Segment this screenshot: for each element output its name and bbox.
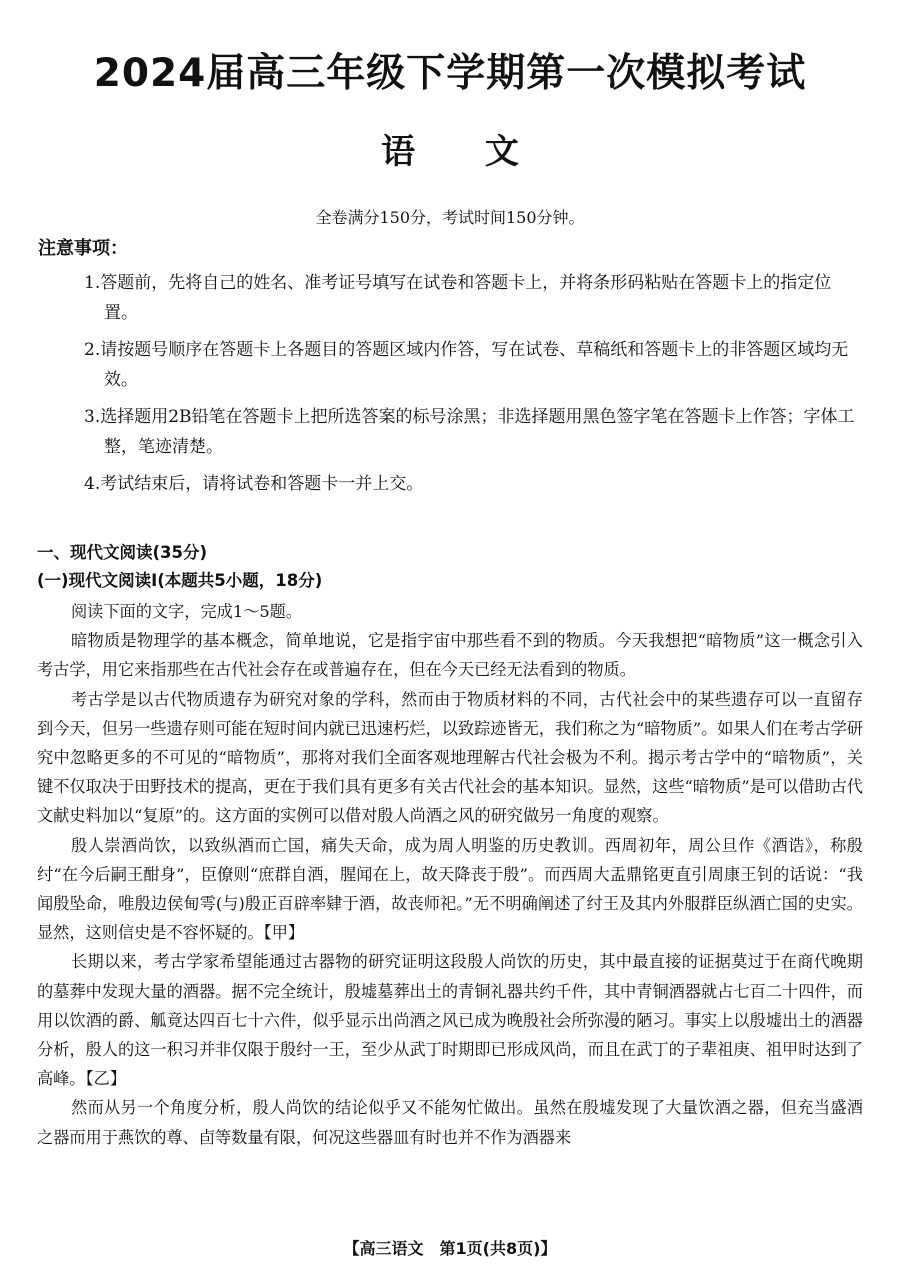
notice-item: 4.考试结束后，请将试卷和答题卡一并上交。 xyxy=(84,474,424,494)
subject-title: 语 文 xyxy=(381,132,519,172)
passage-paragraph: 暗物质是物理学的基本概念，简单地说，它是指宇宙中那些看不到的物质。今天我想把“暗物质”这一概念引入考古学，用它来指那些在古代社会存在或普遍存在，但在今天已经无法看到的物质。 xyxy=(37,631,863,680)
score-info: 全卷满分150分，考试时间150分钟。 xyxy=(315,208,585,227)
notice-item: 1.答题前，先将自己的姓名、准考证号填写在试卷和答题卡上，并将条形码粘贴在答题卡上的指定位置。 xyxy=(84,273,832,323)
section-subheading: (一)现代文阅读Ⅰ(本题共5小题，18分) xyxy=(37,571,323,590)
section-heading: 一、现代文阅读(35分) xyxy=(37,543,208,562)
reading-passage xyxy=(37,597,863,1152)
passage-paragraph: 殷人崇酒尚饮，以致纵酒而亡国，痛失天命，成为周人明鉴的历史教训。西周初年，周公旦作《酒诰》，称殷纣“在今后嗣王酣身”，臣僚则“庶群自酒，腥闻在上，故天降丧于殷”。而西周大盂鼎铭更直引周康王钊的话说：“我闻殷坠命，唯殷边侯甸雩(与)殷正百辟率肄于酒，故丧师祀。”无不明确阐述了纣王及其内外服群臣纵酒亡国的史实。显然，这则信史是不容怀疑的。【甲】 xyxy=(37,835,863,943)
notice-title: 注意事项： xyxy=(38,238,128,259)
passage-paragraph: 然而从另一个角度分析，殷人尚饮的结论似乎又不能匆忙做出。虽然在殷墟发现了大量饮酒之器，但充当盛酒之器而用于燕饮的尊、卣等数量有限，何况这些器皿有时也并不作为酒器来 xyxy=(37,1098,863,1147)
notice-item: 3.选择题用2B铅笔在答题卡上把所选答案的标号涂黑；非选择题用黑色签字笔在答题卡上作答；字体工整，笔迹清楚。 xyxy=(84,407,855,457)
passage-instruction: 阅读下面的文字，完成1～5题。 xyxy=(71,602,303,621)
page-footer: 【高三语文 第1页(共8页)】 xyxy=(343,1239,557,1258)
exam-title: 2024届高三年级下学期第一次模拟考试 xyxy=(93,51,807,96)
passage-paragraph: 考古学是以古代物质遗存为研究对象的学科，然而由于物质材料的不同，古代社会中的某些遗存可以一直留存到今天，但另一些遗存则可能在短时间内就已迅速朽烂，以致踪迹皆无，我们称之为“暗物质”。如果人们在考古学研究中忽略更多的不可见的“暗物质”，那将对我们全面客观地理解古代社会极为不利。揭示考古学中的“暗物质”，关键不仅取决于田野技术的提高，更在于我们具有更多有关古代社会的基本知识。显然，这些“暗物质”是可以借助古代文献史料加以“复原”的。这方面的实例可以借对殷人尚酒之风的研究做另一角度的观察。 xyxy=(37,689,863,826)
notice-item: 2.请按题号顺序在答题卡上各题目的答题区域内作答，写在试卷、草稿纸和答题卡上的非答题区域均无效。 xyxy=(84,340,849,390)
notice-list xyxy=(84,268,864,506)
passage-paragraph: 长期以来，考古学家希望能通过古器物的研究证明这段殷人尚饮的历史，其中最直接的证据莫过于在商代晚期的墓葬中发现大量的酒器。据不完全统计，殷墟墓葬出土的青铜礼器共约千件，其中青铜酒器就占七百二十四件，而用以饮酒的爵、觚竟达四百七十六件，似乎显示出尚酒之风已成为晚殷社会所弥漫的陋习。事实上以殷墟出土的酒器分析，殷人的这一积习并非仅限于殷纣一王，至少从武丁时期即已形成风尚，而且在武丁的子辈祖庚、祖甲时达到了高峰。【乙】 xyxy=(37,952,863,1089)
